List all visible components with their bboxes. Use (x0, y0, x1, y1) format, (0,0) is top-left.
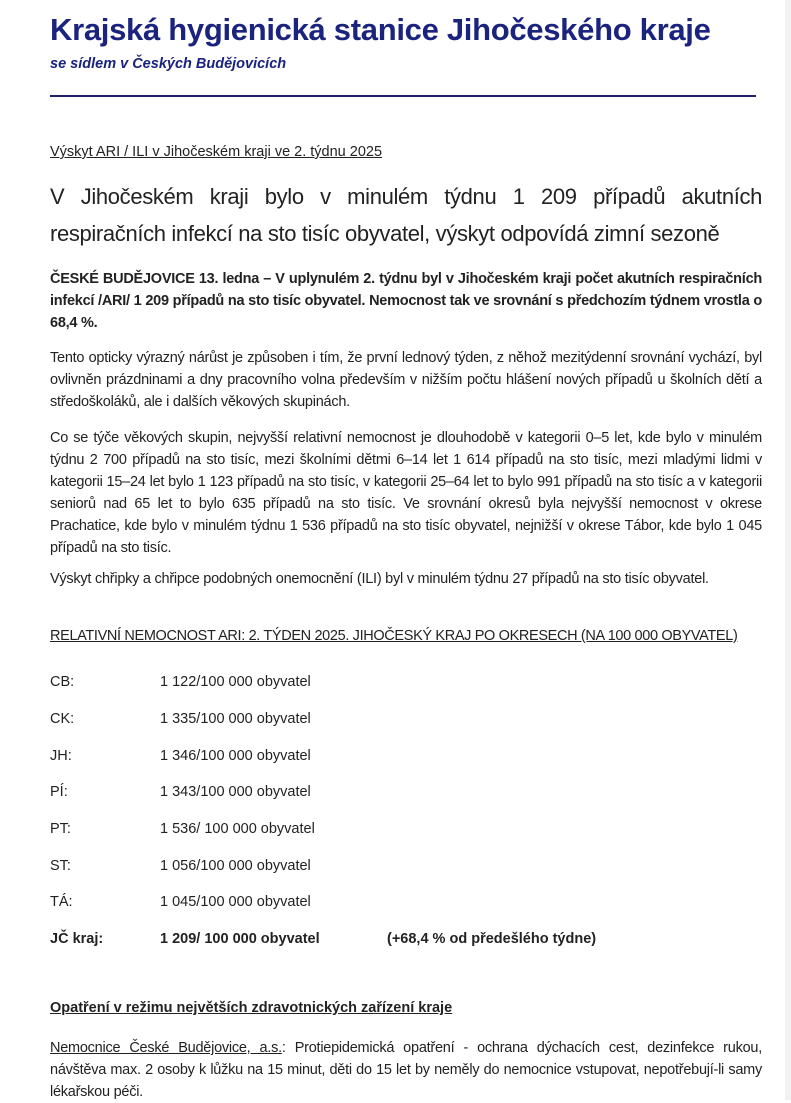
page-edge (785, 0, 791, 1100)
facility-name: Nemocnice České Budějovice, a.s. (50, 1040, 282, 1056)
district-value: 1 536/ 100 000 obyvatel (160, 821, 315, 838)
district-row (50, 701, 750, 738)
district-code: TÁ: (50, 894, 73, 911)
region-total-row (50, 921, 750, 958)
district-table-title: RELATIVNÍ NEMOCNOST ARI: 2. TÝDEN 2025. JIHOČESKÝ KRAJ PO OKRESECH (NA 100 000 OBYVATEL) (50, 628, 738, 644)
district-code: ST: (50, 857, 71, 874)
article-lead: ČESKÉ BUDĚJOVICE 13. ledna – V uplynulém 2. týdnu byl v Jihočeském kraji počet akutních respiračních infekcí /ARI/ 1 209 případů na sto tisíc obyvatel. Nemocnost tak ve srovnání s předchozím týdnem vrostla o 68,4 %. (50, 271, 762, 331)
district-row (50, 664, 750, 701)
district-row (50, 774, 750, 811)
article-headline: V Jihočeském kraji bylo v minulém týdnu 1 209 případů akutních respiračních infekcí na sto tisíc obyvatel, výskyt odpovídá zimní sezoně (50, 184, 762, 246)
district-value: 1 122/100 000 obyvatel (160, 674, 311, 691)
district-code: CK: (50, 711, 75, 728)
measures-title: Opatření v režimu největších zdravotnických zařízení kraje (50, 1000, 453, 1016)
region-value: 1 209/ 100 000 obyvatel (160, 931, 320, 948)
district-code: PÍ: (50, 784, 68, 801)
paragraph: Tento opticky výrazný nárůst je způsoben i tím, že první lednový týden, z něhož mezitýdenní srovnání vychází, byl ovlivněn prázdninami a dny pracovního volna především v nižším počtu hlášení nových případů u školních dětí a středoškoláků, ale i dalších věkových skupinách. (50, 350, 762, 410)
paragraph: Výskyt chřipky a chřipce podobných onemocnění (ILI) byl v minulém týdnu 27 případů na sto tisíc obyvatel. (50, 571, 709, 587)
district-value: 1 335/100 000 obyvatel (160, 711, 311, 728)
region-code: JČ kraj: (50, 931, 104, 948)
org-title: Krajská hygienická stanice Jihočeského kraje (50, 12, 711, 47)
district-row (50, 737, 750, 774)
district-row (50, 884, 750, 921)
measure-item (50, 1037, 762, 1103)
region-change-note: (+68,4 % od předešlého týdne) (387, 931, 597, 948)
district-list (50, 664, 750, 958)
district-value: 1 343/100 000 obyvatel (160, 784, 311, 801)
district-value: 1 346/100 000 obyvatel (160, 747, 311, 764)
district-row (50, 811, 750, 848)
section-label: Výskyt ARI / ILI v Jihočeském kraji ve 2. týdnu 2025 (50, 144, 383, 160)
org-subtitle: se sídlem v Českých Budějovicích (50, 56, 287, 72)
header-divider (50, 95, 756, 97)
paragraph: Co se týče věkových skupin, nejvyšší relativní nemocnost je dlouhodobě v kategorii 0–5 let, kde bylo v minulém týdnu 2 700 případů na sto tisíc, mezi školními dětmi 6–14 let 1 614 případů na sto tisíc, mezi mladými lidmi v kategorii 15–24 let bylo 1 123 případů na sto tisíc, v kategorii 25–64 let to bylo 991 případů na sto tisíc a v kategorii seniorů nad 65 let to bylo 635 případů na sto tisíc. Ve srovnání okresů byla nejvyšší nemocnost v okrese Prachatice, kde bylo v minulém týdnu 1 536 případů na sto tisíc obyvatel, nejnižší v okrese Tábor, kde bylo 1 045 případů na sto tisíc. (50, 430, 762, 556)
district-code: JH: (50, 747, 72, 764)
district-row (50, 847, 750, 884)
measure-text: : Protiepidemická opatření - ochrana dýchacích cest, dezinfekce rukou, návštěva max. 2 osoby k lůžku na 15 minut, děti do 15 let by neměly do nemocnice vstupovat, nepotřebují-li samy lékařskou péči. (50, 1040, 762, 1100)
district-code: CB: (50, 674, 75, 691)
district-value: 1 045/100 000 obyvatel (160, 894, 311, 911)
district-code: PT: (50, 821, 71, 838)
district-value: 1 056/100 000 obyvatel (160, 857, 311, 874)
